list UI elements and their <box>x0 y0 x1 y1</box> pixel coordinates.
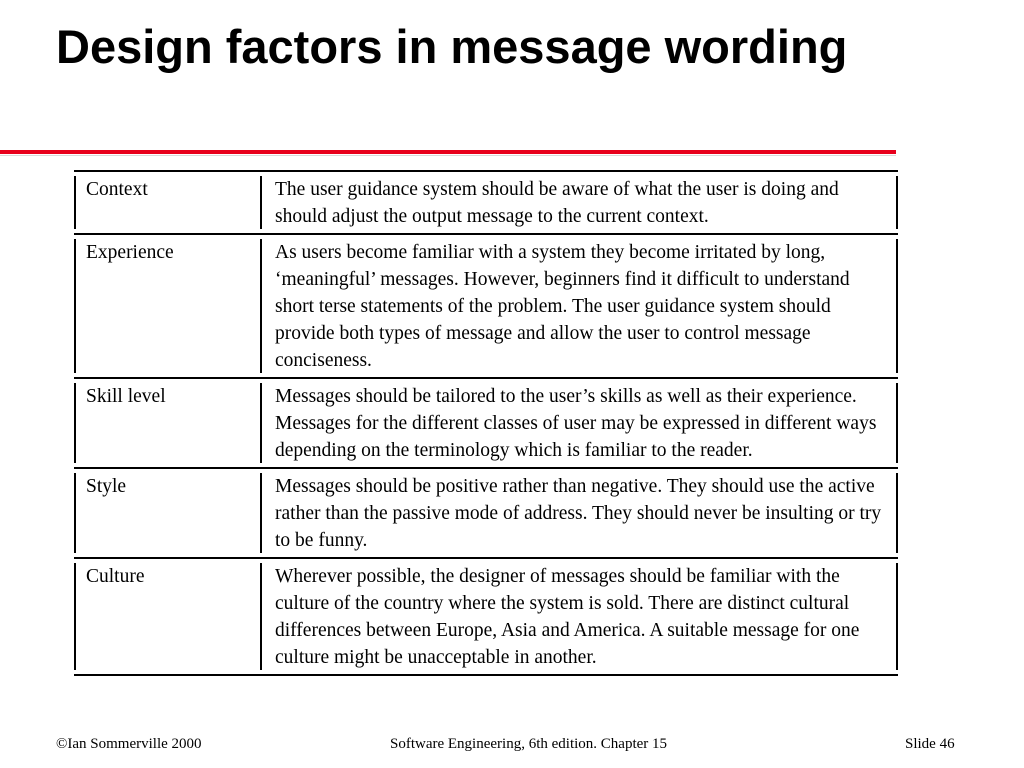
table-row <box>74 557 898 676</box>
factor-description: As users become familiar with a system they become irritated by long, ‘meaningful’ messages. However, beginners find it difficult to understand short terse statements of the problem. The user guidance system should provide both types of message and allow the user to control message conciseness. <box>275 242 850 371</box>
factor-label: Skill level <box>74 379 262 467</box>
footer-slide-number: Slide 46 <box>905 736 955 752</box>
title-underline <box>0 150 896 154</box>
factor-description: Wherever possible, the designer of messages should be familiar with the culture of the country where the system is sold. There are distinct cultural differences between Europe, Asia and America. A suitable message for one culture might be unacceptable in another. <box>275 566 860 668</box>
factor-label: Culture <box>74 559 262 674</box>
factor-description: Messages should be positive rather than negative. They should use the active rather than the passive mode of address. They should never be insulting or try to be funny. <box>275 476 882 551</box>
table-row <box>74 170 898 233</box>
table-row <box>74 467 898 557</box>
factor-label: Experience <box>74 235 262 377</box>
table-row <box>74 377 898 467</box>
footer-copyright: ©Ian Sommerville 2000 <box>56 736 202 752</box>
design-factors-table <box>74 170 898 676</box>
title-underline-shadow <box>0 155 896 156</box>
slide-title: Design factors in message wording <box>56 20 848 73</box>
footer-book-title: Software Engineering, 6th edition. Chapter 15 <box>390 736 668 752</box>
table-row <box>74 233 898 377</box>
factor-description: Messages should be tailored to the user’s skills as well as their experience. Messages for the different classes of user may be expressed in different ways depending on the terminology which is familiar to the reader. <box>275 386 877 461</box>
factor-label: Context <box>74 172 262 233</box>
factor-label: Style <box>74 469 262 557</box>
factor-description: The user guidance system should be aware of what the user is doing and should adjust the output message to the current context. <box>275 179 839 227</box>
